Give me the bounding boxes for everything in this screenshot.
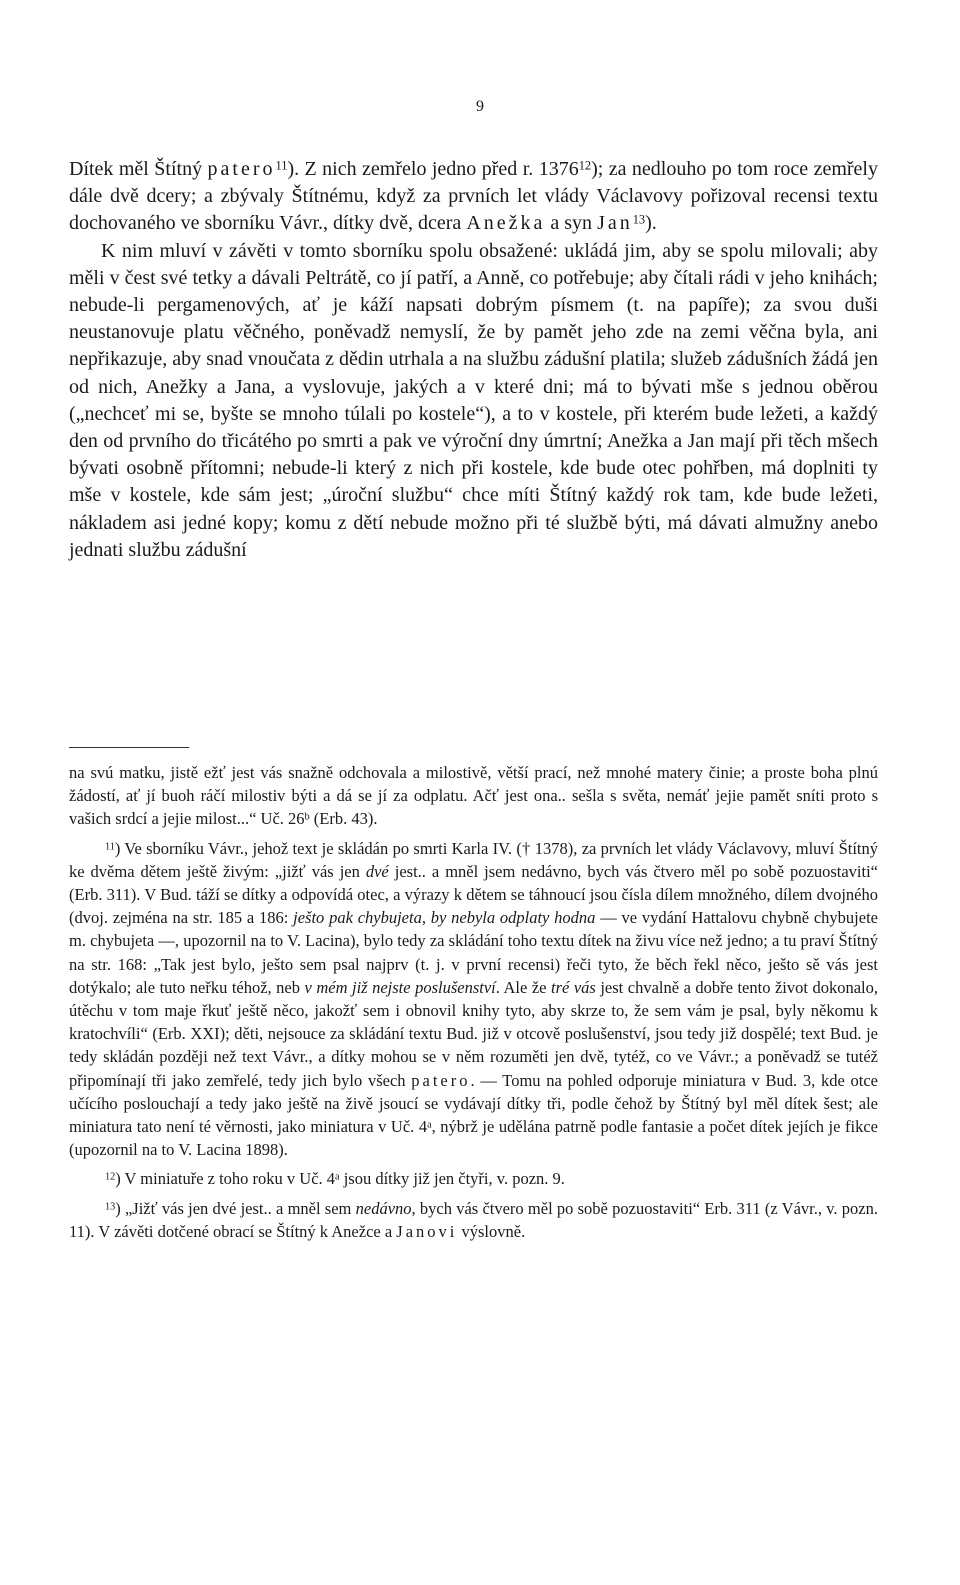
paragraph-2: K nim mluví v závěti v tomto sborníku spolu obsažené: ukládá jim, aby se spolu milovali; aby měli v čest své tetky a dávali Peltrátě, co jí patří, a Anně, co potřebuje; aby čítali rádi v jeho knihách; nebude-li pergamenových, ať je káží napsati dobrým písmem (t. na papíře); za svou duši neustanovuje platu věčného, poněvadž nemyslí, že by pamět jeho zde na zemi věčna byla, ani nepřikazuje, aby snad vnoučata z dědin utrhala a na službu zádušní platila; služeb zádušních žádá jen od nich, Anežky a Jana, a vyslovuje, jakých a v které dni; má to bývati mše s jednou oběrou („nechceť mi se, byšte se mnoho túlali po kostele“), a to v kostele, při kterém bude ležeti, a každý den od prvního do třicátého po smrti a pak ve výroční dny úmrtní; Anežka a Jan mají při těch mšech bývati osobně přítomni; nebude-li který z nich při kostele, kde bude otec pohřben, má doplniti ty mše v kostele, kde sám jest; „úroční službu“ chce míti Štítný každý rok tam, kde bude ležeti, nákladem asi jedné kopy; komu z dětí nebude možno při té službě býti, má dávati almužny anebo jednati službu zádušní: [69, 239, 878, 561]
footnote-13: $^{13}$) „Jižť vás jen dvé jest.. a mněl sem nedávno, bych vás čtvero měl po sobě pozuostaviti“ Erb. 311 (z Vávr., v. pozn. 11). V závěti dotčené obrací se Štítný k Anežce a Janovi výslovně.: [69, 1198, 878, 1241]
footnote-mark: 11: [105, 841, 115, 853]
footnote-12: $^{12}$) V miniatuře z toho roku v Uč. 4$^a$ jsou dítky již jen čtyři, v. pozn. 9.: [105, 1169, 565, 1189]
footnote-ref-12: 12: [578, 158, 592, 173]
footnote-11: $^{11}$) Ve sborníku Vávr., jehož text je skládán po smrti Karla IV. († 1378), za prvních let vlády Václavovy, mluví Štítný ke dvěma dětem ještě živým: „jižť vás jen dvé jest.. a mněl jsem nedávno, bych vás čtvero měl po sobě pozuostaviti“ (Erb. 311). V Bud. táží se dítky a odpovídá otec, a výrazy k dětem se táhnoucí jsou čísla dílem množného, dílem dvojného (dvoj. zejména na str. 185 a 186: ješto pak chybujeta, by nebyla odplaty hodna — ve vydání Hattalovu chybně chybujete m. chybujeta —, upozornil na to V. Lacina), bylo tedy za skládání toho textu dítek na živu více než jedno; a tu praví Štítný na str. 168: „Tak jest bylo, ješto sem psal najprv (t. j. v první recensi) řeči tyto, že běch řekl něco, ješto sě vás jest dotýkalo; ale tuto neřku téhož, neb v mém již nejste poslušenství. Ale že tré vás jest chvalně a dobře tento život dokonalo, útěchu v tom maje řkuť ještě něco, jakožť sem i obnovil knihy tyto, aby skrze to, že sem vám je psal, byly někomu k kratochvíli“ (Erb. XXI); děti, nejsouce za skládání textu Bud. již v otcově poslušenství, jsou tedy již dospělé; text Bud. je tedy skládán později než text Vávr., a dítky mohou se v něm rozuměti jen dvě, tytéž, co ve Vávr.; a poněvadž se tutéž připomínají tři jako zemřelé, tedy jich bylo všech patero. — Tomu na pohled odporuje miniatura v Bud. 3, kde otce učícího poslouchají a tedy jako ještě na živě jsoucí se vydávají dítky tři, podle čehož by Štítný byl měl dítek šest; ale miniatura tato není té věrnosti, jako miniatura v Uč. 4$^a$, nýbrž je udělána patrně podle fantasie a počet dítek jejích je fikce (upozornil na to V. Lacina 1898).: [69, 838, 879, 1160]
footnote-divider: [69, 747, 189, 748]
footnote-mark: 13: [105, 1201, 116, 1213]
footnote-continuation: na svú matku, jistě ežť jest vás snažně odchovala a milostivě, větší prací, než mnohé matery činie; a proste boha plnú žádostí, ať jí buoh ráčí milostiv býti a dá se jí za odplatu. Ačť jest ona.. sešla s světa, nemáť jejie pamět sníti proto s vašich srdcí a jejie milost...“ Uč. 26$^b$ (Erb. 43).: [69, 763, 878, 829]
spaced-name-anezka: Anežka: [466, 212, 546, 235]
footnote-mark: 12: [105, 1171, 116, 1183]
page-number: 9: [476, 98, 484, 115]
main-text: [69, 156, 878, 564]
spaced-word-patero: patero: [207, 158, 276, 180]
paragraph-1: Dítek měl Štítný patero$^{11}$). Z nich zemřelo jedno před r. 1376$^{12}$); za nedlouho po tom roce zemřely dále dvě dcery; a zbývaly Štítnému, když za prvních let vlády Václavovy pořizoval recensi textu dochovaného ve sborníku Vávr., dítky dvě, dcera Anežka a syn Jan$^{13}$).: [69, 158, 878, 235]
footnotes: [69, 761, 878, 1249]
footnote-ref-11: 11: [275, 158, 288, 173]
footnote-ref-13: 13: [632, 212, 646, 227]
spaced-name-jan: Jan: [597, 212, 633, 235]
